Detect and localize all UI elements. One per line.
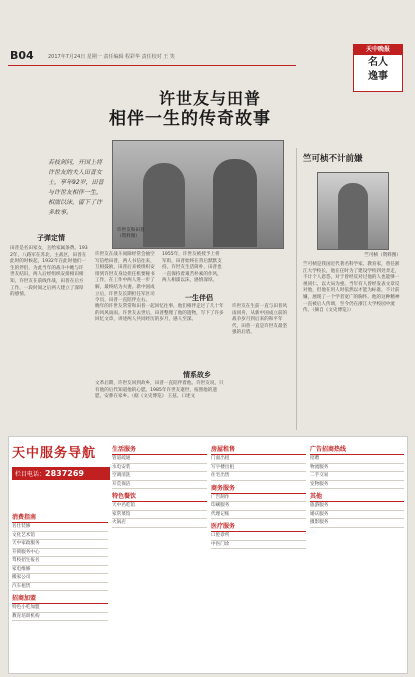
ad-listing[interactable]: 汽车租赁: [12, 583, 108, 592]
ad-listing[interactable]: 二手交易: [310, 472, 404, 481]
article-col-2c: 文革后期，许世友回到故乡，田普一直陪伴着他。许世友说，只有他的后代知道他的心愿。1985年许世友逝世，按照他的遗愿，安葬在家乡。（据《文史博览》 王兹、口述文: [95, 381, 224, 400]
ad-listing[interactable]: 开荒保洁: [112, 481, 207, 490]
dateline: 2017年7月24日 星期一 责任编辑 程彩华 责任校对 王 笑: [48, 54, 175, 60]
ads-banner: [12, 442, 110, 498]
ad-listing[interactable]: 门面出租: [211, 455, 306, 464]
ad-category-heading: 招商加盟: [12, 594, 108, 604]
ad-listing[interactable]: 管道疏通: [112, 455, 207, 464]
ad-listing[interactable]: 家电维修: [12, 566, 108, 575]
ad-listing[interactable]: 特色小吃加盟: [12, 604, 108, 613]
section-brand: 天中晚报: [354, 45, 402, 55]
hotline-number: 2837269: [45, 469, 84, 478]
ad-listing[interactable]: 宠物服务: [310, 481, 404, 490]
ad-listing[interactable]: 文化艺术馆: [12, 532, 108, 541]
section-title-2: 逸事: [368, 71, 388, 82]
ads-col-1: [12, 510, 108, 621]
sidebar-text: 竺可桢是我国近代著名科学家、教育家，曾任浙江大学校长，他在任时为了建设学校四处奔走，不计个人恩怨，对于曾经反对过他的人也能够一视同仁，以大局为重。当年有人曾经发表文章反对他，但他在用人时依然以才能为标准，不计前嫌，展现了一个学者宽广的胸怀。他的这种精神一直被后人传颂，至今仍在浙江大学校园中流传。（摘自《文史博览》）: [303, 262, 400, 314]
sidebar-caption: 竺可桢（资料图）: [364, 253, 401, 258]
ad-listing[interactable]: 婚庆服务: [310, 511, 404, 520]
ad-listing[interactable]: 口腔诊所: [211, 532, 306, 541]
ad-listing[interactable]: 空调清洗: [112, 472, 207, 481]
ad-listing[interactable]: 天中家政服务: [12, 540, 108, 549]
hotline-label: 栏目电话：: [15, 471, 46, 478]
ads-col-3: [211, 442, 306, 549]
ad-listing[interactable]: 驾校招生报名: [12, 557, 108, 566]
lead-quote: 若枝剑问，开国上将许世友的夫人田普女士，享年92岁，田普与许世友相伴一生，相濡以沫，留下了许多故事。: [48, 159, 104, 216]
headline-2: 相伴一生的传奇故事: [109, 109, 271, 129]
person-1-figure: [143, 163, 185, 247]
ad-listing[interactable]: 印刷服务: [211, 502, 306, 511]
ad-listing[interactable]: 物流服务: [310, 464, 404, 473]
ad-listing[interactable]: 住宅出售: [211, 472, 306, 481]
ad-category-heading: 生活服务: [112, 445, 207, 455]
header-rule: [8, 65, 296, 66]
subhead-lifetime: 一生伴侣: [185, 294, 213, 302]
ad-listing[interactable]: 家常菜馆: [112, 511, 207, 520]
ad-category-heading: 广告招商热线: [310, 445, 404, 455]
ad-listing[interactable]: 搬家公司: [12, 574, 108, 583]
article-col-3a: 1955年，许世友被授予上将军衔，田普始终在背后默默支持。许世友生活简朴，田普也一直保持着艰苦朴素的作风，两人相濡以沫，感情深厚。: [162, 252, 222, 284]
main-photo-caption: 许世友和田普（资料图）: [117, 228, 145, 239]
sidebar-title: 竺可桢不计前嫌: [303, 154, 363, 164]
ad-category-heading: 特色餐饮: [112, 492, 207, 502]
subhead-hometown: 情系故乡: [183, 371, 211, 379]
ads-banner-title: 天中服务导航: [12, 446, 97, 461]
page-number: B04: [10, 49, 34, 62]
section-badge: [353, 44, 403, 92]
ad-listing[interactable]: 名仕装修: [12, 523, 108, 532]
ad-listing[interactable]: 摄影服务: [310, 519, 404, 528]
ad-listing[interactable]: 火锅店: [112, 519, 207, 528]
headline-1: 许世友与田普: [158, 89, 261, 108]
ad-category-heading: 商务服务: [211, 484, 306, 494]
ad-category-heading: 其他: [310, 492, 404, 502]
article-col-3b: 许世友在生前一直与田普风雨同舟，从新中国成立前的战争岁月到后来的和平年代，田普一直是许世友最坚强的后盾。: [232, 304, 288, 336]
sidebar-box: [296, 148, 407, 430]
ad-listing[interactable]: 旅游服务: [310, 502, 404, 511]
ad-listing[interactable]: 天中名吃馆: [112, 502, 207, 511]
byline: 子弹定情: [37, 234, 65, 242]
article-col-2b: 晚年的许世友常常和田普一起回忆往事，他们相伴走过了几十年的风风雨雨。许世友去世后，田普整理了他的遗物，写下了许多回忆文章，讲述两人共同经历的岁月，感人至深。: [95, 304, 224, 323]
ad-listing[interactable]: 开锁服务中心: [12, 549, 108, 558]
sidebar-photo-figure: [338, 183, 368, 249]
ad-category-heading: 房屋租售: [211, 445, 306, 455]
sidebar-photo: [317, 172, 389, 250]
person-2-figure: [213, 159, 257, 247]
ad-listing[interactable]: 写字楼出租: [211, 464, 306, 473]
ads-col-4: [310, 442, 404, 528]
ads-col-2: [112, 442, 207, 528]
ad-category-heading: 医疗服务: [211, 522, 306, 532]
ad-listing[interactable]: 中医门诊: [211, 541, 306, 550]
ad-listing[interactable]: 广告制作: [211, 494, 306, 503]
article-col-2a: 许世友在战斗间隙经常会抽空写信给田普，两人书信往来，互相鼓励，田普后来被组织安排到许世友身边担任机要秘书工作，在工作中两人进一步了解，最终结为夫妻。新中国成立后，许世友长期担任军区司令员，田普一直陪伴左右。: [95, 252, 155, 304]
article-col-1: 田普是名田家女，且给家属条费。1932年，八路军在苏北，主战区，田普在此时的时候起，1932年在此时他们一生的伴侣，为此当年的战斗中她与许世友结识，两人后经组织安排相识相知，许世友在前线作战，田普在后方工作，一段时间之后两人建立了深厚的感情。: [10, 246, 88, 298]
ad-listing[interactable]: 代理记账: [211, 511, 306, 520]
ad-category-heading: 消费指南: [12, 513, 108, 523]
section-title-1: 名人: [368, 57, 388, 68]
ad-listing[interactable]: 教育培训机构: [12, 613, 108, 622]
ad-listing[interactable]: 水电安装: [112, 464, 207, 473]
ads-hotline-row: [12, 467, 110, 480]
ad-listing[interactable]: 招聘: [310, 455, 404, 464]
